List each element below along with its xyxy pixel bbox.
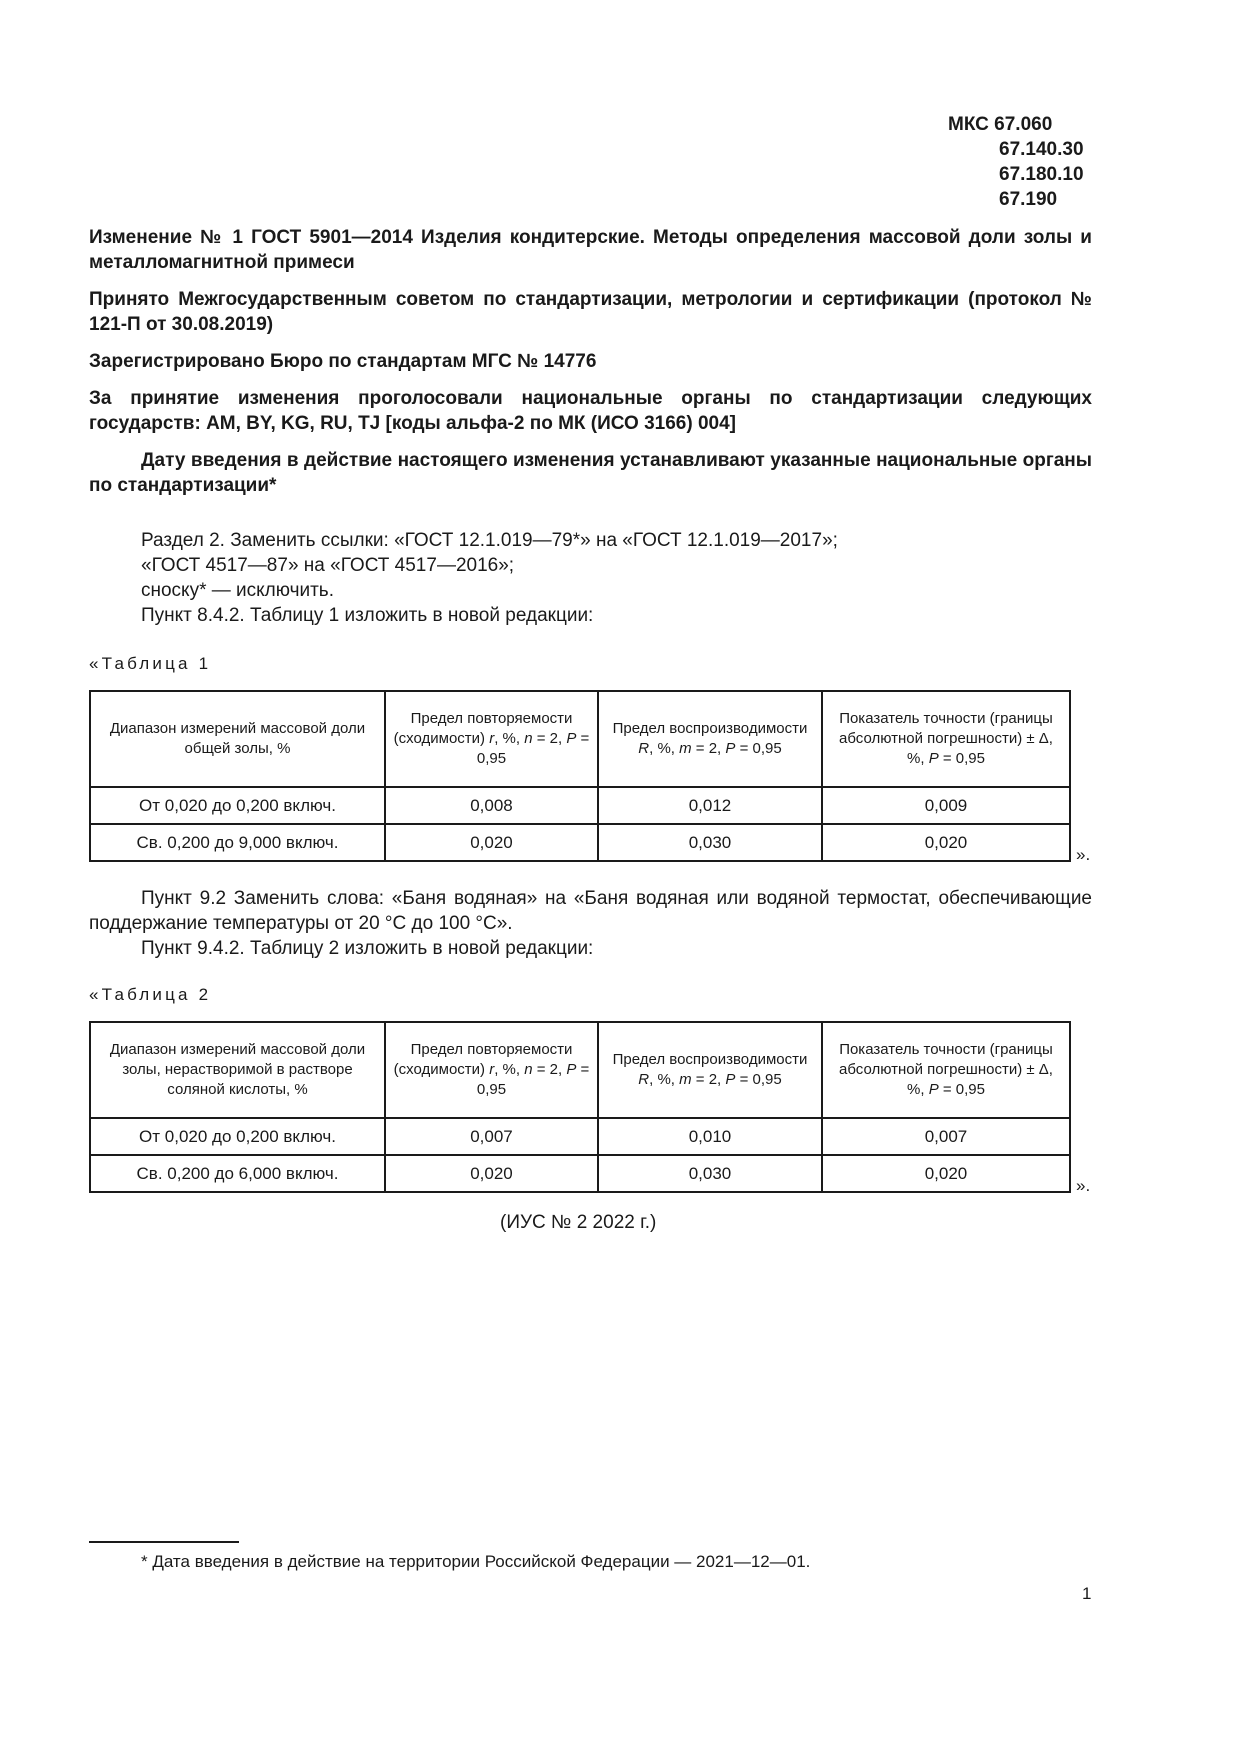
footnote-rule	[89, 1541, 239, 1543]
table-1-end-quote: ».	[1076, 845, 1091, 864]
header-variable: P	[928, 750, 939, 767]
header-text: Показатель точности (границы абсолютной погрешности) ± Δ, %,	[839, 1041, 1053, 1098]
column-header	[385, 691, 598, 787]
text-line: Пункт 8.4.2. Таблицу 1 изложить в новой редакции:	[141, 605, 594, 626]
header-variable: P	[566, 1061, 577, 1078]
table-cell: 0,012	[598, 787, 822, 824]
table-cell: 0,009	[822, 787, 1070, 824]
column-header	[90, 1022, 385, 1118]
table-2	[89, 1021, 1071, 1193]
column-header	[822, 1022, 1070, 1118]
mks-codes	[948, 112, 1084, 212]
table-cell: Св. 0,200 до 6,000 включ.	[90, 1155, 385, 1192]
adopted-statement: Принято Межгосударственным советом по стандартизации, метрологии и сертификации (протокол № 121-П от 30.08.2019)	[89, 289, 1092, 335]
table-cell: 0,007	[385, 1118, 598, 1155]
table-cell: От 0,020 до 0,200 включ.	[90, 787, 385, 824]
header-text: = 0,95	[476, 730, 590, 767]
header-text: Предел воспроизводимости	[612, 720, 808, 737]
table-row	[90, 787, 1070, 824]
column-header	[598, 1022, 822, 1118]
amendment-title: Изменение № 1 ГОСТ 5901—2014 Изделия кондитерские. Методы определения массовой доли золы и металломагнитной примеси	[89, 227, 1092, 273]
header-text: Показатель точности (границы абсолютной погрешности) ± Δ, %,	[839, 710, 1053, 767]
table-cell: От 0,020 до 0,200 включ.	[90, 1118, 385, 1155]
table-2-end-quote: ».	[1076, 1176, 1091, 1195]
table-cell: 0,008	[385, 787, 598, 824]
table-cell: 0,007	[822, 1118, 1070, 1155]
table-cell: 0,020	[385, 824, 598, 861]
header-variable: R	[638, 1071, 650, 1088]
column-header	[598, 691, 822, 787]
header-text: = 2,	[532, 730, 567, 747]
mks-code: 67.190	[999, 189, 1058, 210]
column-header	[822, 691, 1070, 787]
mks-code: МКС 67.060	[948, 114, 1053, 135]
header-variable: P	[725, 740, 736, 757]
header-variable: P	[928, 1081, 939, 1098]
table-cell: Св. 0,200 до 9,000 включ.	[90, 824, 385, 861]
header-variable: P	[725, 1071, 736, 1088]
header-text: , %,	[494, 1061, 525, 1078]
table-cell: 0,030	[598, 1155, 822, 1192]
table-1-caption: «Таблица 1	[89, 654, 212, 673]
header-text: , %,	[494, 730, 525, 747]
table-row	[90, 824, 1070, 861]
header-variable: P	[566, 730, 577, 747]
header-variable: n	[524, 1061, 533, 1078]
header-text: = 0,95	[938, 750, 985, 767]
table-header-row	[90, 691, 1070, 787]
header-text: = 2,	[532, 1061, 567, 1078]
clause-9-2-paragraph: Пункт 9.2 Заменить слова: «Баня водяная» на «Баня водяная или водяной термостат, обеспечивающие поддержание температуры от 20 °С до 100 °С».	[89, 888, 1092, 934]
header-variable: m	[679, 740, 692, 757]
mks-code: 67.140.30	[999, 139, 1084, 160]
section-2-changes	[141, 528, 1101, 628]
page-number: 1	[1082, 1584, 1092, 1603]
registration-statement: Зарегистрировано Бюро по стандартам МГС № 14776	[89, 351, 597, 372]
header-text: = 0,95	[938, 1081, 985, 1098]
table-2-caption: «Таблица 2	[89, 985, 212, 1004]
table-row	[90, 1118, 1070, 1155]
header-variable: m	[679, 1071, 692, 1088]
header-text: = 2,	[691, 740, 726, 757]
header-text: Диапазон измерений массовой доли общей золы, %	[109, 720, 366, 757]
header-text: , %,	[649, 1071, 680, 1088]
clause-9-4-2-line: Пункт 9.4.2. Таблицу 2 изложить в новой редакции:	[141, 938, 594, 959]
text-line: Раздел 2. Заменить ссылки: «ГОСТ 12.1.019—79*» на «ГОСТ 12.1.019—2017»;	[141, 530, 838, 551]
text-line: «ГОСТ 4517—87» на «ГОСТ 4517—2016»;	[141, 555, 515, 576]
column-header	[385, 1022, 598, 1118]
header-text: = 0,95	[735, 1071, 782, 1088]
header-text: Диапазон измерений массовой доли золы, нерастворимой в растворе соляной кислоты, %	[109, 1041, 366, 1098]
column-header	[90, 691, 385, 787]
header-variable: r	[489, 1061, 495, 1078]
table-cell: 0,030	[598, 824, 822, 861]
effective-date-statement: Дату введения в действие настоящего изменения устанавливают указанные национальные органы по стандартизации*	[89, 450, 1092, 496]
table-cell: 0,020	[822, 1155, 1070, 1192]
header-variable: n	[524, 730, 533, 747]
header-variable: r	[489, 730, 495, 747]
ius-reference: (ИУС № 2 2022 г.)	[500, 1212, 657, 1233]
table-row	[90, 1155, 1070, 1192]
table-cell: 0,010	[598, 1118, 822, 1155]
table-1	[89, 690, 1071, 862]
header-variable: R	[638, 740, 650, 757]
header-text: , %,	[649, 740, 680, 757]
header-text: Предел повторяемости (сходимости)	[393, 1041, 573, 1078]
header-text: = 0,95	[735, 740, 782, 757]
header-text: Предел воспроизводимости	[612, 1051, 808, 1068]
footnote: * Дата введения в действие на территории Российской Федерации — 2021—12—01.	[141, 1552, 811, 1571]
mks-code: 67.180.10	[999, 164, 1084, 185]
table-cell: 0,020	[822, 824, 1070, 861]
table-cell: 0,020	[385, 1155, 598, 1192]
header-text: = 2,	[691, 1071, 726, 1088]
header-text: = 0,95	[476, 1061, 590, 1098]
table-header-row	[90, 1022, 1070, 1118]
text-line: сноску* — исключить.	[141, 580, 334, 601]
header-text: Предел повторяемости (сходимости)	[393, 710, 573, 747]
voting-statement: За принятие изменения проголосовали национальные органы по стандартизации следующих государств: AM, BY, KG, RU, TJ [коды альфа-2 по МК (ИСО 3166) 004]	[89, 388, 1092, 434]
